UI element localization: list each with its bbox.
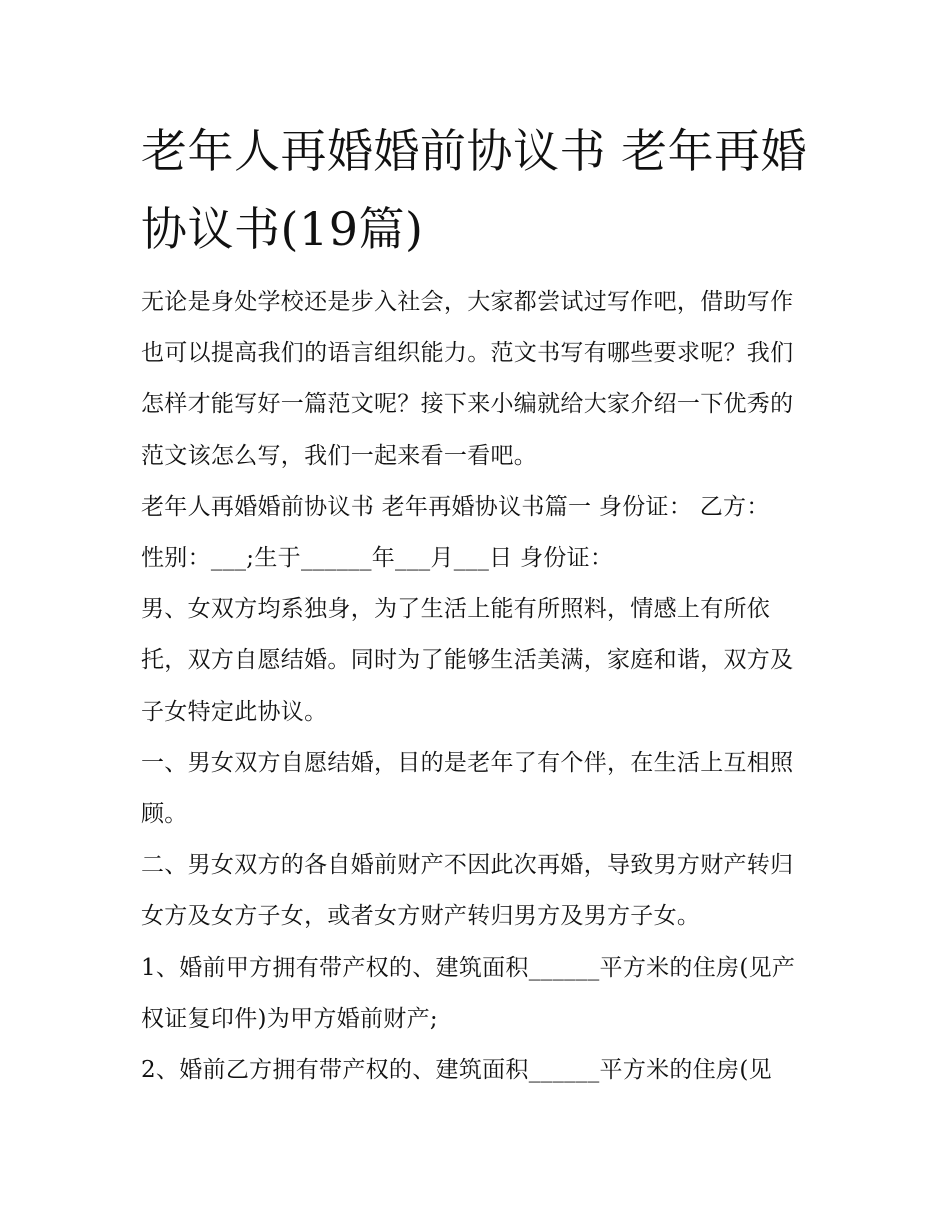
paragraph-item-1: 1、婚前甲方拥有带产权的、建筑面积______平方米的住房(见产权证复印件)为甲方婚前财产; <box>141 954 796 1032</box>
paragraph-clause-2: 二、男女双方的各自婚前财产不因此次再婚，导致男方财产转归女方及女方子女，或者女方财产转归男方及男方子女。 <box>141 852 794 930</box>
document-body <box>141 277 813 1096</box>
document-title: 老年人再婚婚前协议书 老年再婚协议书(19篇) <box>141 124 808 256</box>
paragraph-heading-line: 老年人再婚婚前协议书 老年再婚协议书篇一 身份证： 乙方： <box>141 493 770 520</box>
paragraph-intro: 无论是身处学校还是步入社会，大家都尝试过写作吧，借助写作也可以提高我们的语言组织能力。范文书写有哪些要求呢？我们怎样才能写好一篇范文呢？接下来小编就给大家介绍一下优秀的范文该怎么写，我们一起来看一看吧。 <box>141 289 794 469</box>
paragraph-clause-1: 一、男女双方自愿结婚，目的是老年了有个伴，在生活上互相照顾。 <box>141 749 794 828</box>
paragraph-item-2: 2、婚前乙方拥有带产权的、建筑面积______平方米的住房(见 <box>141 1057 772 1084</box>
paragraph-personal-info: 性别：___;生于______年___月___日 身份证： <box>141 545 614 572</box>
paragraph-preamble: 男、女双方均系独身，为了生活上能有所照料，情感上有所依托，双方自愿结婚。同时为了能够生活美满，家庭和谐，双方及子女特定此协议。 <box>141 596 794 725</box>
